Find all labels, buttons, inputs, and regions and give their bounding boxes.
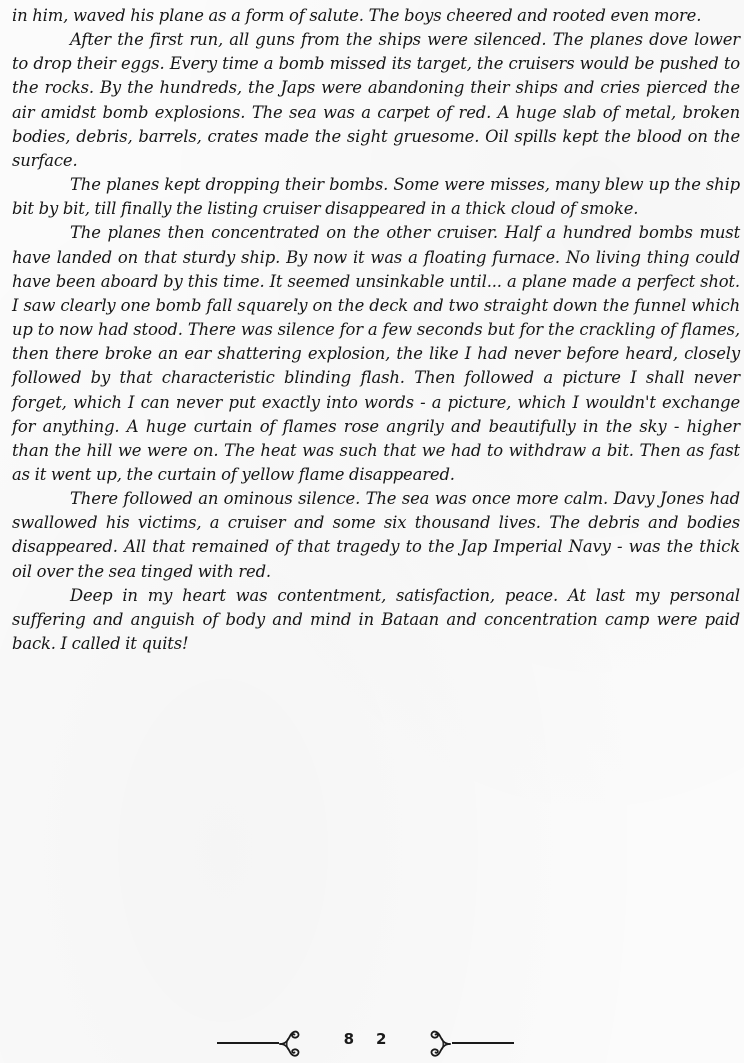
swirl-ornament-icon xyxy=(278,1026,302,1060)
paragraph-6: Deep in my heart was contentment, satisfaction, peace. At last my personal suffering and anguish of body and mind in Bataan and concentration camp were paid back. I called it quits! xyxy=(12,585,740,654)
paragraph-2: After the first run, all guns from the ships were silenced. The planes dove lower to drop their eggs. Every time a bomb missed its target, the cruisers would be pushed to the rocks. By the hundreds, the Japs were abandoning their ships and cries pierced the air amidst bomb explosions. The sea was a carpet of red. A huge slab of metal, broken bodies, debris, barrels, crates made the sight gruesome. Oil spills kept the blood on the surface. xyxy=(12,30,740,170)
footer-rule-right xyxy=(452,1042,514,1044)
body-text xyxy=(12,4,740,656)
paragraph-5: There followed an ominous silence. The sea was once more calm. Davy Jones had swallowed his victims, a cruiser and some six thousand lives. The debris and bodies disappeared. All that remained of that tragedy to the Jap Imperial Navy - was the thick oil over the sea tinged with red. xyxy=(12,489,740,581)
page-footer xyxy=(0,1022,744,1062)
paragraph-1: in him, waved his plane as a form of salute. The boys cheered and rooted even more. xyxy=(12,6,702,25)
paragraph-3: The planes kept dropping their bombs. Some were misses, many blew up the ship bit by bit, till finally the listing cruiser disappeared in a thick cloud of smoke. xyxy=(12,175,740,219)
swirl-ornament-icon xyxy=(428,1026,452,1060)
footer-rule-left xyxy=(217,1042,279,1044)
paragraph-4: The planes then concentrated on the other cruiser. Half a hundred bombs must have landed on that sturdy ship. By now it was a floating furnace. No living thing could have been aboard by this time. It seemed unsinkable until... a plane made a perfect shot. I saw clearly one bomb fall squarely on the deck and two straight down the funnel which up to now had stood. There was silence for a few seconds but for the crackling of flames, then there broke an ear shattering explosion, the like I had never before heard, closely followed by that characteristic blinding flash. Then followed a picture I shall never forget, which I can never put exactly into words - a picture, which I wouldn't exchange for anything. A huge curtain of flames rose angrily and beautifully in the sky - higher than the hill we were on. The heat was such that we had to withdraw a bit. Then as fast as it went up, the curtain of yellow flame disappeared. xyxy=(12,223,740,484)
page-number: 82 xyxy=(343,1030,409,1048)
